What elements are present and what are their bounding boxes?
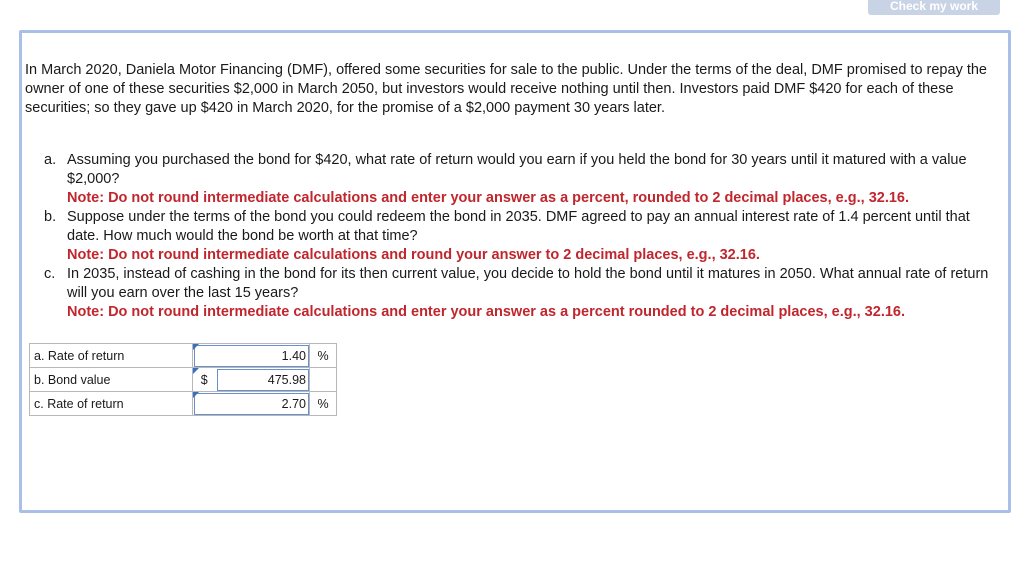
- part-b-text: Suppose under the terms of the bond you could redeem the bond in 2035. DMF agreed to pay an annual interest rate of 1.4 percent until that date. How much would the bond be worth at that time?: [67, 209, 970, 244]
- part-b-note: Note: Do not round intermediate calculations and round your answer to 2 decimal places, e.g., 32.16.: [67, 247, 760, 263]
- answer-row-bond-value: [30, 368, 337, 392]
- part-b: [44, 208, 999, 265]
- answer-label: b. Bond value: [30, 368, 193, 392]
- rate-a-value: 1.40: [281, 348, 306, 363]
- part-c-note: Note: Do not round intermediate calculations and enter your answer as a percent rounded to 2 decimal places, e.g., 32.16.: [67, 304, 905, 320]
- check-my-work-button[interactable]: Check my work: [868, 0, 1000, 15]
- question-panel: [19, 30, 1011, 513]
- flag-icon: [193, 368, 199, 374]
- rate-c-value: 2.70: [281, 396, 306, 411]
- part-c-letter: c.: [44, 266, 56, 282]
- part-c-text: In 2035, instead of cashing in the bond for its then current value, you decide to hold the bond until it matures in 2050. What annual rate of return will you earn over the last 15 years?: [67, 266, 989, 301]
- part-a-note: Note: Do not round intermediate calculations and enter your answer as a percent, rounded to 2 decimal places, e.g., 32.16.: [67, 190, 910, 206]
- bond-value-input[interactable]: [216, 368, 310, 392]
- percent-unit: %: [310, 392, 337, 416]
- rate-a-input[interactable]: [193, 344, 310, 368]
- answer-row-rate-c: [30, 392, 337, 416]
- answer-table: [29, 343, 337, 416]
- part-a-letter: a.: [44, 152, 57, 168]
- part-c: [44, 265, 999, 322]
- answer-row-rate-a: [30, 344, 337, 368]
- question-parts: [44, 151, 999, 322]
- percent-unit: %: [310, 344, 337, 368]
- part-a-text: Assuming you purchased the bond for $420, what rate of return would you earn if you held the bond for 30 years until it matured with a value $2,000?: [67, 152, 967, 187]
- question-intro: In March 2020, Daniela Motor Financing (DMF), offered some securities for sale to the public. Under the terms of the deal, DMF promised to repay the owner of one of these securities $2,000 in March 2050, but investors would receive nothing until then. Investors paid DMF $420 for each of these securities; so they gave up $420 in March 2020, for the promise of a $2,000 payment 30 years later.: [25, 62, 987, 116]
- empty-unit: [310, 368, 337, 392]
- part-a: [44, 151, 999, 208]
- answer-label: a. Rate of return: [30, 344, 193, 368]
- bond-value-value: 475.98: [267, 372, 306, 387]
- part-b-letter: b.: [44, 209, 57, 225]
- rate-c-input[interactable]: [193, 392, 310, 416]
- dollar-prefix: $: [193, 368, 216, 392]
- answer-label: c. Rate of return: [30, 392, 193, 416]
- flag-icon: [193, 344, 199, 350]
- flag-icon: [193, 392, 199, 398]
